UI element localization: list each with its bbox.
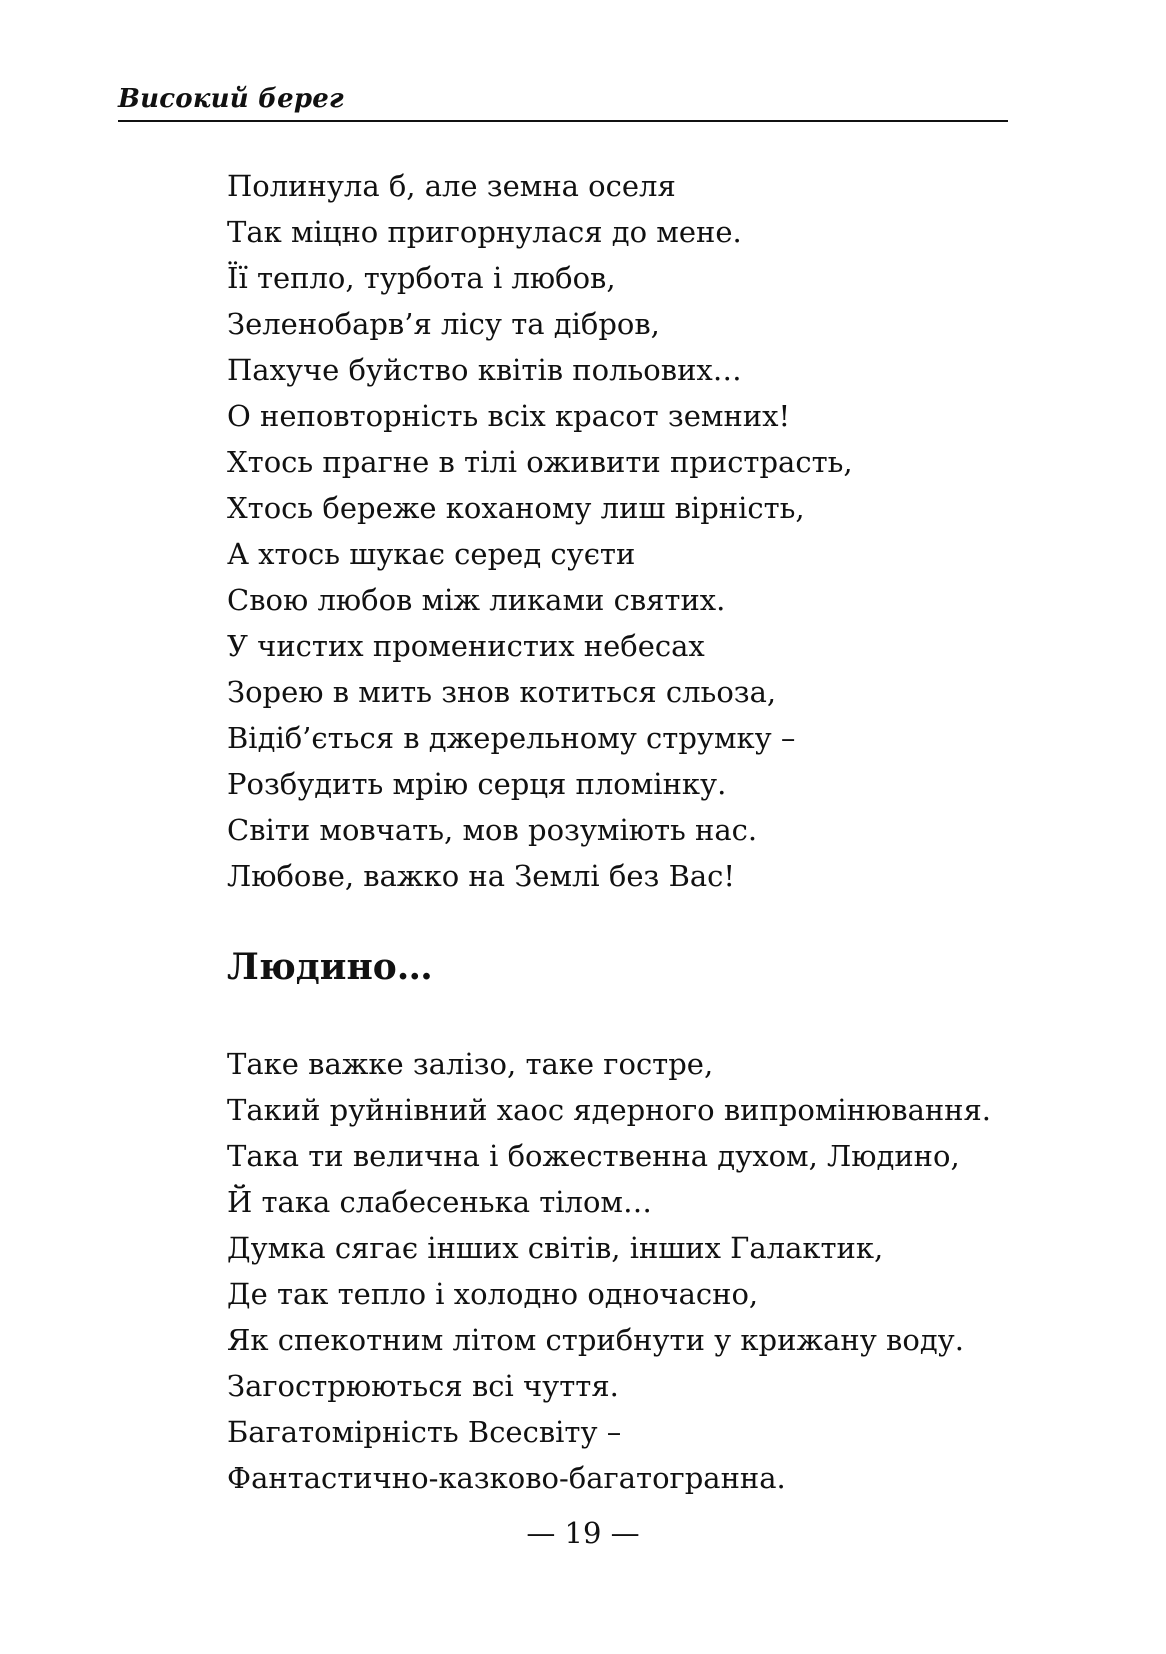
poem-stanza [227,1041,991,1501]
poem-line: Де так тепло і холодно одночасно, [227,1277,759,1311]
poem-line: Така ти велична і божественна духом, Людино, [227,1139,960,1173]
poem-line: Світи мовчать, мов розуміють нас. [227,813,758,847]
poem-line: Свою любов між ликами святих. [227,583,726,617]
poem-line: Зорею в мить знов котиться сльоза, [227,675,777,709]
poem-title: Людино… [227,946,433,988]
poem-line: Її тепло, турбота і любов, [227,261,616,295]
poem-line: Загострюються всі чуття. [227,1369,619,1403]
running-header: Високий берег [118,84,344,114]
poem-line: Хтось береже коханому лиш вірність, [227,491,805,525]
poem-line: Так міцно пригорнулася до мене. [227,215,742,249]
poem-line: Таке важке залізо, таке гостре, [227,1047,714,1081]
poem-line: У чистих променистих небесах [227,629,705,663]
poem-line: Думка сягає інших світів, інших Галактик, [227,1231,884,1265]
poem-line: Зеленобарв’я лісу та дібров, [227,307,660,341]
poem-line: Фантастично-казково-багатогранна. [227,1461,786,1495]
header-divider [118,120,1008,122]
poem-line: Як спекотним літом стрибнути у крижану воду. [227,1323,964,1357]
poem-line: Такий руйнівний хаос ядерного випромінювання. [227,1093,992,1127]
poem-line: О неповторність всіх красот земних! [227,399,791,433]
poem-stanza [227,163,853,899]
poem-line: Пахуче буйство квітів польових… [227,353,742,387]
poem-line: Розбудить мрію серця пломінку. [227,767,727,801]
poem-line: Полинула б, але земна оселя [227,169,676,203]
page-number: — 19 — [526,1516,640,1550]
poem-line: Відіб’ється в джерельному струмку – [227,721,796,755]
poem-line: А хтось шукає серед суєти [227,537,636,571]
poem-line: Любове, важко на Землі без Вас! [227,859,736,893]
poem-line: Й така слабесенька тілом… [227,1185,652,1219]
poem-line: Хтось прагне в тілі оживити пристрасть, [227,445,853,479]
poem-line: Багатомірність Всесвіту – [227,1415,622,1449]
